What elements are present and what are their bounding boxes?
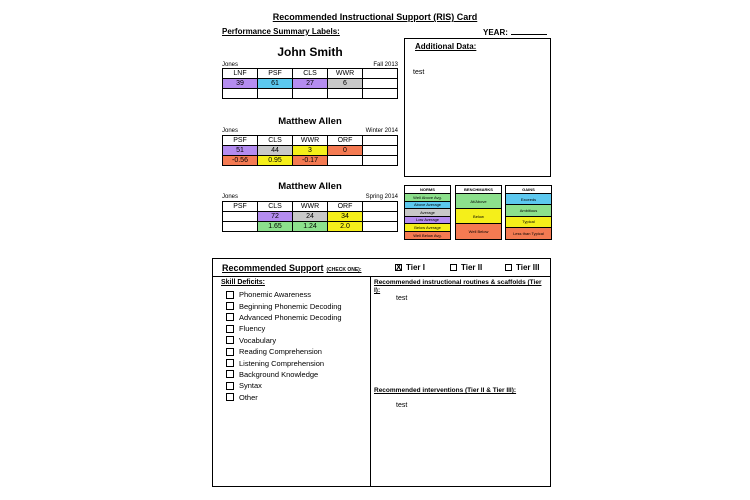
additional-data-title: Additional Data: — [415, 42, 477, 51]
header-divider — [213, 276, 550, 277]
legend-item: Below — [456, 209, 501, 224]
legend-item: Well Above Avg. — [405, 194, 450, 202]
student-name: Matthew Allen — [278, 116, 342, 127]
skill-deficits-title: Skill Deficits: — [221, 279, 265, 286]
score-cell: 1.24 — [293, 222, 328, 232]
score-cell — [258, 89, 293, 99]
skill-checkbox[interactable] — [226, 382, 234, 390]
tier-1-option[interactable] — [395, 263, 425, 272]
gain-row — [223, 156, 398, 166]
score-cell — [223, 212, 258, 222]
skill-label: Vocabulary — [239, 335, 277, 345]
score-cell — [293, 89, 328, 99]
term-label: Fall 2013 — [373, 62, 398, 68]
score-header-cell: ORF — [328, 136, 363, 146]
skill-label: Reading Comprehension — [239, 347, 322, 357]
skill-item[interactable] — [226, 357, 342, 368]
legend-item: Well Below Avg. — [405, 232, 450, 240]
interventions-title: Recommended interventions (Tier II & Tier III): — [374, 387, 517, 394]
card-title: Recommended Instructional Support (RIS) Card — [272, 12, 478, 22]
score-header-cell — [363, 136, 398, 146]
skill-label: Fluency — [239, 324, 266, 334]
student-name: John Smith — [277, 45, 343, 59]
legend-item: Well Below — [456, 224, 501, 239]
interventions-text[interactable]: test — [396, 402, 408, 409]
gain-row — [223, 222, 398, 232]
score-header-cell: PSF — [223, 202, 258, 212]
legend-header: BENCHMARKS — [456, 186, 501, 194]
score-header-cell: WWR — [293, 136, 328, 146]
score-header-cell: LNF — [223, 69, 258, 79]
gain-row — [223, 89, 398, 99]
score-header-cell: ORF — [328, 202, 363, 212]
routines-text[interactable]: test — [396, 295, 408, 302]
skill-label: Advanced Phonemic Decoding — [239, 312, 342, 322]
legend-item: At/Above — [456, 194, 501, 209]
tier-1-checkbox[interactable]: X — [396, 263, 402, 272]
skill-item[interactable] — [226, 289, 342, 300]
score-header-cell: PSF — [223, 136, 258, 146]
tier-2-label: Tier II — [461, 263, 483, 272]
skill-item[interactable] — [226, 312, 342, 323]
score-header-cell: CLS — [258, 202, 293, 212]
legend-item: Typical — [506, 217, 551, 228]
score-cell: 1.65 — [258, 222, 293, 232]
year-field[interactable] — [483, 27, 547, 37]
tier-1-label: Tier I — [406, 263, 425, 272]
score-table — [222, 135, 398, 166]
column-divider — [370, 276, 371, 486]
skill-checkbox[interactable] — [226, 325, 234, 333]
additional-data-text: test — [413, 69, 425, 76]
skill-checkbox[interactable] — [226, 359, 234, 367]
legend-norms — [404, 185, 451, 240]
skill-item[interactable] — [226, 380, 342, 391]
skill-item[interactable] — [226, 335, 342, 346]
score-cell — [328, 156, 363, 166]
skill-item[interactable] — [226, 392, 342, 403]
tier-3-label: Tier III — [516, 263, 540, 272]
legend-item: Ambitious — [506, 205, 551, 216]
score-cell — [363, 89, 398, 99]
legend-header: GAINS — [506, 186, 551, 194]
student-name: Matthew Allen — [278, 181, 342, 192]
score-cell: 61 — [258, 79, 293, 89]
skill-label: Background Knowledge — [239, 369, 319, 379]
additional-data-box[interactable] — [404, 38, 551, 177]
score-table — [222, 201, 398, 232]
legend-item: Below Average — [405, 224, 450, 232]
score-cell: 24 — [293, 212, 328, 222]
skill-checkbox[interactable] — [226, 348, 234, 356]
score-header-cell — [363, 202, 398, 212]
score-cell: 2.0 — [328, 222, 363, 232]
score-table — [222, 68, 398, 99]
score-header-cell: WWR — [293, 202, 328, 212]
score-cell — [223, 89, 258, 99]
skill-label: Phonemic Awareness — [239, 290, 311, 300]
legend-item: Above Average — [405, 202, 450, 210]
score-cell — [363, 79, 398, 89]
score-cell — [223, 222, 258, 232]
score-row — [223, 146, 398, 156]
legend-item: Exceeds — [506, 194, 551, 205]
legend-gains — [505, 185, 552, 240]
tier-3-option[interactable] — [505, 263, 539, 272]
score-cell: 0.95 — [258, 156, 293, 166]
skill-checkbox[interactable] — [226, 313, 234, 321]
teacher-name: Jones — [222, 128, 239, 134]
skill-item[interactable] — [226, 346, 342, 357]
score-row — [223, 79, 398, 89]
score-header-row — [223, 69, 398, 79]
score-cell: 34 — [328, 212, 363, 222]
routines-title: Recommended instructional routines & scaffolds (Tier I): — [374, 279, 542, 294]
score-cell: 39 — [223, 79, 258, 89]
score-cell: -0.17 — [293, 156, 328, 166]
skill-checkbox[interactable] — [226, 302, 234, 310]
year-label: YEAR: — [483, 28, 508, 37]
year-blank[interactable] — [511, 27, 547, 35]
legend-item: Average — [405, 209, 450, 217]
skill-label: Other — [239, 392, 258, 402]
recommended-support-box — [212, 258, 551, 487]
skill-checkbox[interactable] — [226, 370, 234, 378]
score-cell: 44 — [258, 146, 293, 156]
score-cell: 0 — [328, 146, 363, 156]
score-cell: 72 — [258, 212, 293, 222]
score-cell — [363, 222, 398, 232]
recommended-support-label: Recommended Support — [222, 263, 324, 273]
skill-checkbox[interactable] — [226, 336, 234, 344]
score-cell: 6 — [328, 79, 363, 89]
legend-item: Low Average — [405, 217, 450, 225]
score-cell: 3 — [293, 146, 328, 156]
score-header-cell — [363, 69, 398, 79]
tier-2-option[interactable] — [450, 263, 482, 272]
score-cell — [328, 89, 363, 99]
check-one-label: (CHECK ONE): — [326, 267, 362, 273]
score-header-cell: WWR — [328, 69, 363, 79]
score-header-cell: CLS — [258, 136, 293, 146]
skill-item[interactable] — [226, 300, 342, 311]
score-cell: -0.56 — [223, 156, 258, 166]
term-label: Winter 2014 — [365, 128, 398, 134]
skill-label: Listening Comprehension — [239, 358, 325, 368]
recommended-support-title — [222, 263, 362, 273]
score-header-row — [223, 202, 398, 212]
score-header-cell: PSF — [258, 69, 293, 79]
score-cell — [363, 146, 398, 156]
teacher-name: Jones — [222, 62, 239, 68]
skill-item[interactable] — [226, 323, 342, 334]
skill-checkbox[interactable] — [226, 291, 234, 299]
skill-item[interactable] — [226, 369, 342, 380]
legend-header: NORMS — [405, 186, 450, 194]
term-label: Spring 2014 — [365, 194, 398, 200]
score-cell — [363, 156, 398, 166]
skill-label: Syntax — [239, 381, 262, 391]
legend-item: Less than Typical — [506, 228, 551, 239]
score-header-cell: CLS — [293, 69, 328, 79]
skill-deficits-list — [226, 289, 342, 403]
score-header-row — [223, 136, 398, 146]
score-cell — [363, 212, 398, 222]
legend-benchmarks — [455, 185, 502, 240]
tier-3-checkbox[interactable] — [505, 264, 512, 271]
score-cell: 51 — [223, 146, 258, 156]
score-cell: 27 — [293, 79, 328, 89]
skill-checkbox[interactable] — [226, 393, 234, 401]
performance-summary-label: Performance Summary Labels: — [222, 27, 340, 36]
skill-label: Beginning Phonemic Decoding — [239, 301, 342, 311]
tier-2-checkbox[interactable] — [450, 264, 457, 271]
score-row — [223, 212, 398, 222]
teacher-name: Jones — [222, 194, 239, 200]
